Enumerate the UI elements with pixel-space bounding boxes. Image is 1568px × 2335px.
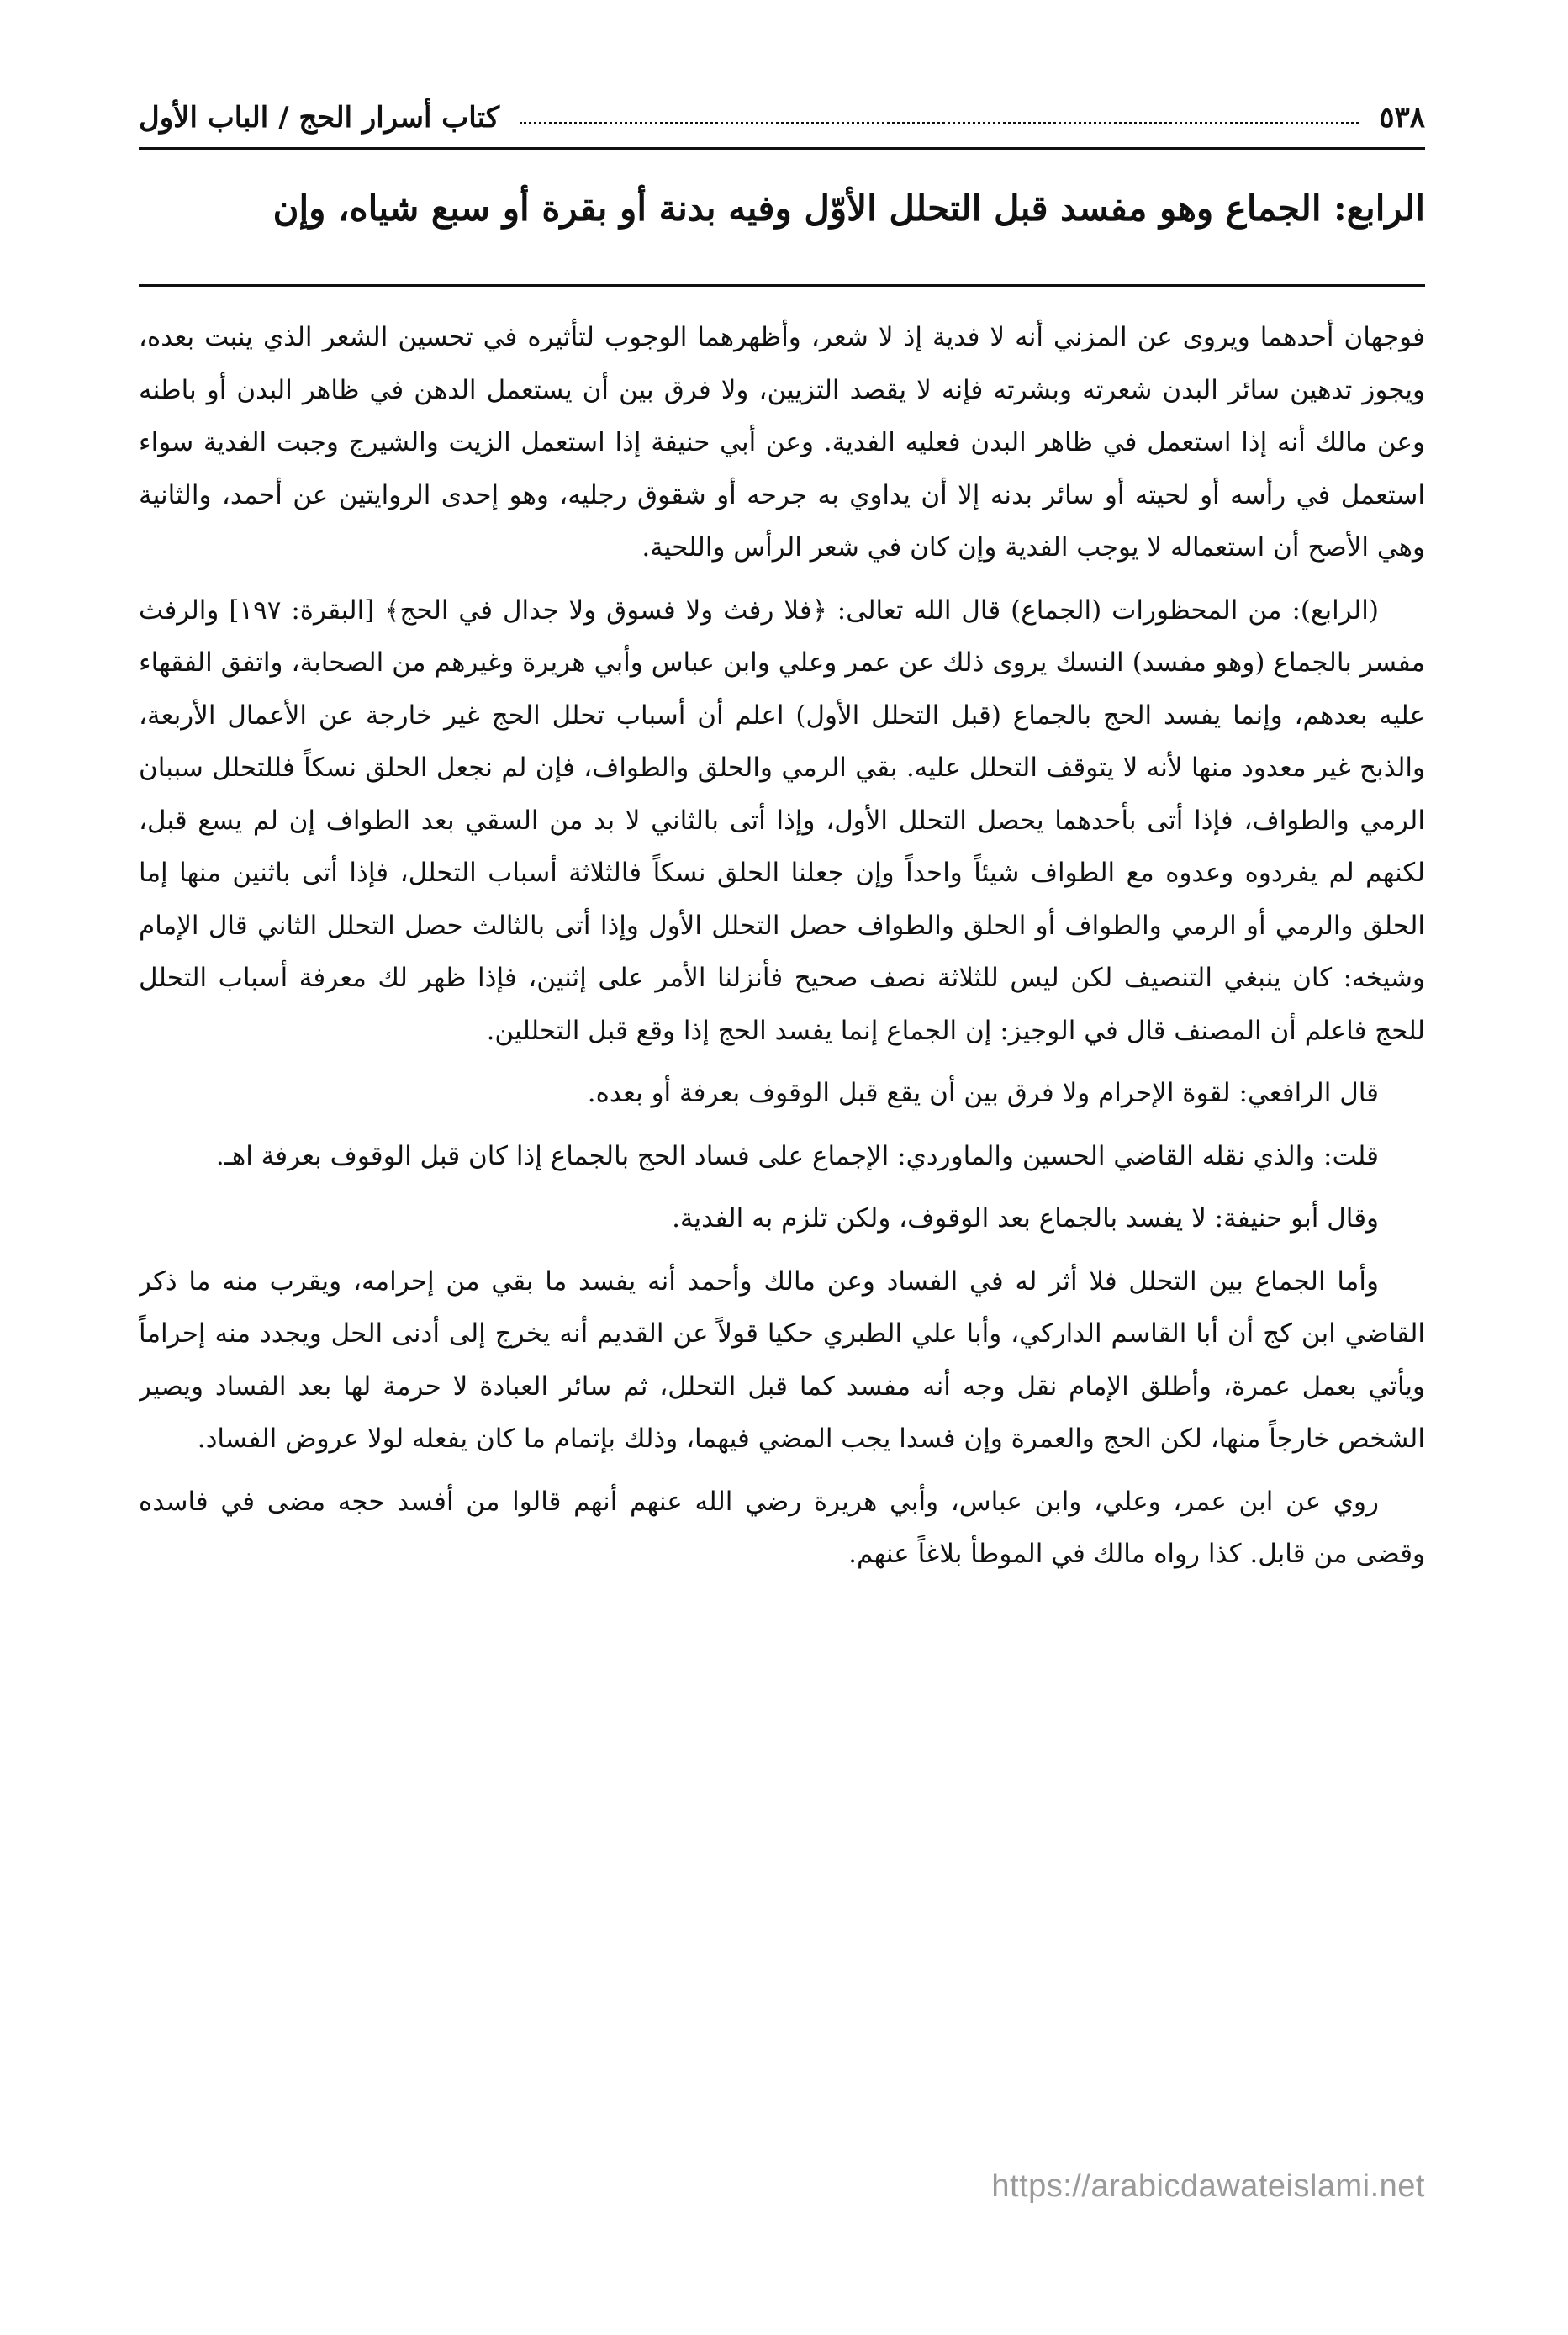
matn-body: الجماع وهو مفسد قبل التحلل الأوّل وفيه بدنة أو بقرة أو سبع شياه، وإن — [272, 188, 1322, 229]
watermark-url: https://arabicdawateislami.net — [991, 2169, 1425, 2204]
paragraph: قال الرافعي: لقوة الإحرام ولا فرق بين أن يقع قبل الوقوف بعرفة أو بعده. — [587, 1078, 1379, 1108]
page-number: ٥٣٨ — [1379, 101, 1425, 135]
paragraph: وأما الجماع بين التحلل فلا أثر له في الفساد وعن مالك وأحمد أنه يفسد ما بقي من إحرامه، ويقرب منه ما ذكر القاضي ابن كج أن أبا القاسم الداركي، وأبا علي الطبري حكيا قولاً عن القديم أنه يخرج إلى أدنى الحل ويجدد منه إحراماً ويأتي بعمل عمرة، وأطلق الإمام نقل وجه أنه مفسد كما قبل التحلل، ثم سائر العبادة لا حرمة لها بعد الفساد ويصير الشخص خارجاً منها، لكن الحج والعمرة وإن فسدا يجب المضي فيهما، وذلك بإتمام ما كان يفعله لولا عروض الفساد. — [139, 1265, 1425, 1454]
paragraph: روي عن ابن عمر، وعلي، وابن عباس، وأبي هريرة رضي الله عنهم أنهم قالوا من أفسد حجه مضى في فاسده وقضى من قابل. كذا رواه مالك في الموطأ بلاغاً عنهم. — [139, 1486, 1425, 1569]
header-dotted-leader — [520, 122, 1359, 124]
paragraph: (الرابع): من المحظورات (الجماع) قال الله تعالى: ﴿فلا رفث ولا فسوق ولا جدال في الحج﴾ [البقرة: ١٩٧] والرفث مفسر بالجماع (وهو مفسد) النسك يروى ذلك عن عمر وعلي وابن عباس وأبي هريرة وغيرهم من الصحابة، واتفق الفقهاء عليه بعدهم، وإنما يفسد الحج بالجماع (قبل التحلل الأول) اعلم أن أسباب تحلل الحج غير خارجة عن الأعمال الأربعة، والذبح غير معدود منها لأنه لا يتوقف التحلل عليه. بقي الرمي والحلق والطواف، فإن لم نجعل الحلق نسكاً فللتحلل سببان الرمي والطواف، فإذا أتى بأحدهما يحصل التحلل الأول، وإذا أتى بالثاني لا بد من السقي بعد الطواف إن لم يسع قبل، لكنهم لم يفردوه وعدوه مع الطواف شيئاً واحداً وإن جعلنا الحلق نسكاً فالثلاثة أسباب التحلل، فإذا أتى باثنين منها إما الحلق والرمي أو الرمي والطواف أو الحلق والطواف حصل التحلل الأول وإذا أتى بالثالث حصل التحلل الثاني قال الإمام وشيخه: كان ينبغي التنصيف لكن ليس للثلاثة نصف صحيح فأنزلنا الأمر على إثنين، فإذا ظهر لك معرفة أسباب التحلل للحج فاعلم أن المصنف قال في الوجيز: إن الجماع إنما يفسد الحج إذا وقع قبل التحللين. — [139, 594, 1425, 1046]
page-header — [139, 88, 1425, 150]
paragraph: وقال أبو حنيفة: لا يفسد بالجماع بعد الوقوف، ولكن تلزم به الفدية. — [672, 1203, 1379, 1234]
matn-text — [139, 181, 1425, 265]
running-title: كتاب أسرار الحج / الباب الأول — [139, 101, 500, 135]
paragraph: قلت: والذي نقله القاضي الحسين والماوردي: الإجماع على فساد الحج بالجماع إذا كان قبل الوقوف بعرفة اهـ. — [215, 1140, 1379, 1171]
matn-divider — [139, 284, 1425, 287]
matn-lead: الرابع: — [1333, 188, 1425, 229]
commentary-body — [139, 311, 1425, 2175]
paragraph: فوجهان أحدهما ويروى عن المزني أنه لا فدية إذ لا شعر، وأظهرهما الوجوب لتأثيره في تحسين الشعر الذي ينبت بعده، ويجوز تدهين سائر البدن شعرته وبشرته فإنه لا يقصد التزيين، ولا فرق بين أن يستعمل الدهن في ظاهر البدن أو باطنه وعن مالك أنه إذا استعمل في ظاهر البدن فعليه الفدية. وعن أبي حنيفة إذا استعمل الزيت والشيرج وجبت الفدية سواء استعمل في رأسه أو لحيته أو سائر بدنه إلا أن يداوي به جرحه أو شقوق رجليه، وهو إحدى الروايتين عن أحمد، والثانية وهي الأصح أن استعماله لا يوجب الفدية وإن كان في شعر الرأس واللحية. — [139, 322, 1425, 563]
